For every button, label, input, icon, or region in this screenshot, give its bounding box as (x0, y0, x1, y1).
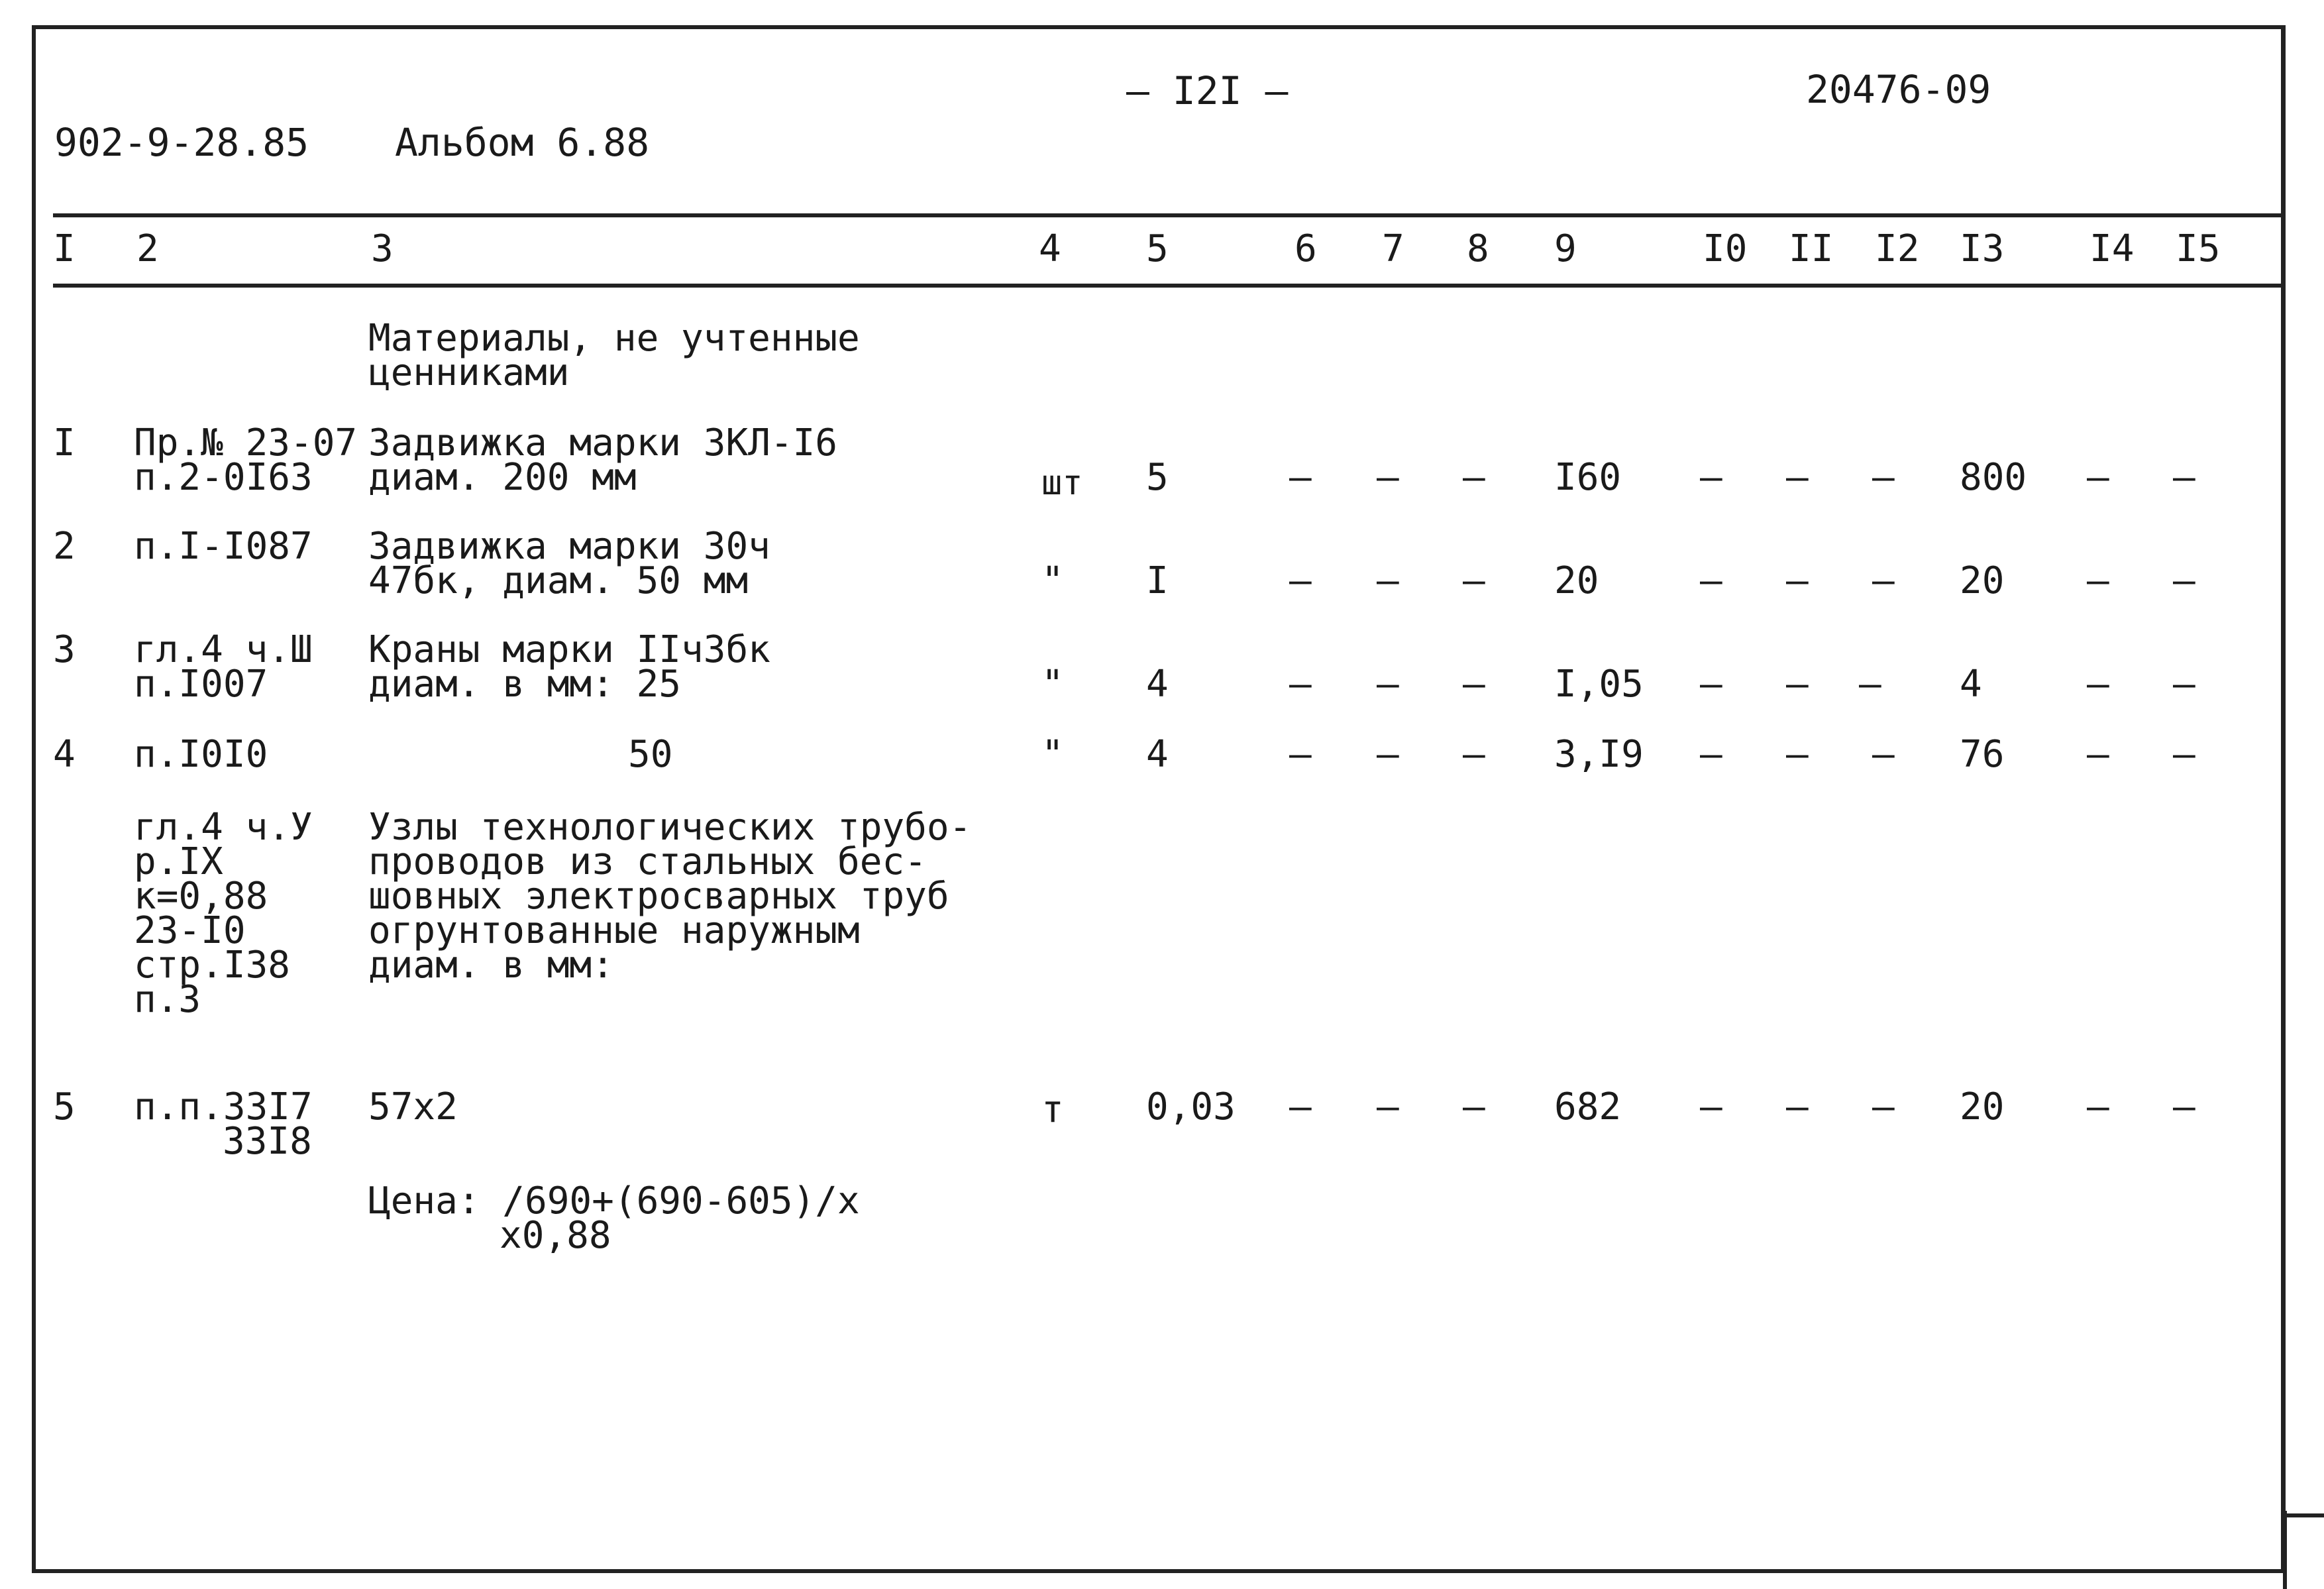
group-name: проводов из стальных бес- (368, 840, 927, 883)
row-name: Задвижка марки 30ч (368, 525, 770, 568)
row-c15: – (2173, 1085, 2195, 1128)
col-header-6: 6 (1294, 227, 1317, 270)
row-c15: – (2173, 733, 2195, 776)
row-name: 50 (628, 733, 673, 776)
col-header-7: 7 (1382, 227, 1404, 270)
row-unit: " (1041, 733, 1064, 776)
row-name: Краны марки IIч3бк (368, 628, 770, 671)
row-c14: – (2087, 733, 2109, 776)
frame-corner-mark-vertical (2283, 1511, 2287, 1589)
col-header-14: I4 (2089, 227, 2135, 270)
row-qty: I (1146, 559, 1169, 602)
row-c14: – (2087, 1085, 2109, 1128)
row-c8: – (1463, 663, 1485, 706)
row-c6: – (1289, 559, 1312, 602)
row-qty: 4 (1146, 663, 1169, 706)
row-c9: I60 (1554, 456, 1622, 499)
row-reference: п.2-0I63 (134, 456, 313, 499)
row-c15: – (2173, 559, 2195, 602)
col-header-10: I0 (1703, 227, 1748, 270)
row-c11: – (1786, 1085, 1809, 1128)
row-qty: 0,03 (1146, 1085, 1236, 1128)
row-number: 3 (53, 628, 76, 671)
row-c13: 20 (1960, 1085, 2005, 1128)
price-note-line1: Цена: /690+(690-605)/х (368, 1179, 860, 1223)
col-header-11: II (1789, 227, 1834, 270)
col-header-1: I (53, 227, 76, 270)
row-c8: – (1463, 1085, 1485, 1128)
row-c7: – (1377, 733, 1399, 776)
row-c11: – (1786, 663, 1809, 706)
col-header-15: I5 (2176, 227, 2221, 270)
row-unit: " (1041, 559, 1064, 602)
row-c10: – (1700, 559, 1722, 602)
row-number: 2 (53, 525, 76, 568)
col-header-2: 2 (136, 227, 159, 270)
group-name: диам. в мм: (368, 944, 614, 987)
group-reference: 23-I0 (134, 909, 246, 952)
row-c13: 76 (1960, 733, 2005, 776)
row-c9: I,05 (1554, 663, 1644, 706)
row-reference: 33I8 (223, 1120, 312, 1163)
group-reference: р.IX (134, 840, 223, 883)
row-c10: – (1700, 663, 1722, 706)
row-c15: – (2173, 456, 2195, 499)
row-c6: – (1289, 456, 1312, 499)
row-c14: – (2087, 559, 2109, 602)
row-c6: – (1289, 733, 1312, 776)
row-c6: – (1289, 1085, 1312, 1128)
row-c11: – (1786, 559, 1809, 602)
col-header-4: 4 (1039, 227, 1061, 270)
row-c14: – (2087, 456, 2109, 499)
row-c14: – (2087, 663, 2109, 706)
row-unit: " (1041, 663, 1064, 706)
row-number: I (53, 421, 76, 465)
document-number: 20476-09 (1806, 67, 1991, 112)
row-name: 47бк, диам. 50 мм (368, 559, 749, 602)
row-c8: – (1463, 733, 1485, 776)
row-c8: – (1463, 456, 1485, 499)
row-qty: 4 (1146, 733, 1169, 776)
row-c9: 682 (1554, 1085, 1622, 1128)
row-reference: п.п.33I7 (134, 1085, 313, 1128)
row-c10: – (1700, 456, 1722, 499)
row-c13: 800 (1960, 456, 2027, 499)
row-name: диам. 200 мм (368, 456, 637, 499)
row-number: 4 (53, 733, 76, 776)
row-c7: – (1377, 456, 1399, 499)
row-c12: – (1872, 559, 1895, 602)
group-name: огрунтованные наружным (368, 909, 860, 952)
row-c7: – (1377, 559, 1399, 602)
project-code: 902-9-28.85 (54, 120, 309, 165)
row-c13: 4 (1960, 663, 1982, 706)
col-header-8: 8 (1467, 227, 1489, 270)
row-unit: шт (1041, 463, 1083, 503)
row-qty: 5 (1146, 456, 1169, 499)
section-title-line1: Материалы, не учтенные (368, 317, 860, 360)
row-c13: 20 (1960, 559, 2005, 602)
row-unit: т (1041, 1088, 1064, 1131)
row-name: 57х2 (368, 1085, 458, 1128)
row-c12: – (1872, 733, 1895, 776)
row-reference: п.I-I087 (134, 525, 313, 568)
row-c6: – (1289, 663, 1312, 706)
header-rule-bottom (53, 284, 2286, 288)
row-name: Задвижка марки ЗКЛ-I6 (368, 421, 838, 465)
row-name: диам. в мм: 25 (368, 663, 682, 706)
group-name: шовных электросварных труб (368, 875, 949, 918)
page-number: – I2I – (1126, 68, 1289, 113)
row-c12: – (1872, 1085, 1895, 1128)
col-header-9: 9 (1554, 227, 1577, 270)
group-reference: п.3 (134, 978, 201, 1021)
row-c10: – (1700, 1085, 1722, 1128)
row-c7: – (1377, 663, 1399, 706)
row-c11: – (1786, 733, 1809, 776)
album-label: Альбом 6.88 (395, 120, 650, 165)
row-reference: п.I007 (134, 663, 268, 706)
row-reference: гл.4 ч.Ш (134, 628, 313, 671)
row-reference: Пр.№ 23-07 (134, 421, 358, 465)
row-c12: – (1872, 456, 1895, 499)
col-header-5: 5 (1146, 227, 1169, 270)
row-c9: 20 (1554, 559, 1599, 602)
row-number: 5 (53, 1085, 76, 1128)
group-name: Узлы технологических трубо- (368, 806, 972, 849)
row-c7: – (1377, 1085, 1399, 1128)
row-c11: – (1786, 456, 1809, 499)
group-reference: к=0,88 (134, 875, 268, 918)
row-c15: – (2173, 663, 2195, 706)
group-reference: гл.4 ч.У (134, 806, 313, 849)
group-reference: стр.I38 (134, 944, 291, 987)
row-c10: – (1700, 733, 1722, 776)
col-header-13: I3 (1960, 227, 2005, 270)
frame-corner-mark (2286, 1513, 2324, 1517)
header-rule-top (53, 213, 2286, 217)
price-note-line2: х0,88 (500, 1214, 611, 1257)
section-title-line2: ценниками (368, 351, 570, 394)
col-header-3: 3 (371, 227, 394, 270)
row-c9: 3,I9 (1554, 733, 1644, 776)
row-c8: – (1463, 559, 1485, 602)
row-c12: – (1859, 663, 1881, 706)
col-header-12: I2 (1875, 227, 1920, 270)
row-reference: п.I0I0 (134, 733, 268, 776)
